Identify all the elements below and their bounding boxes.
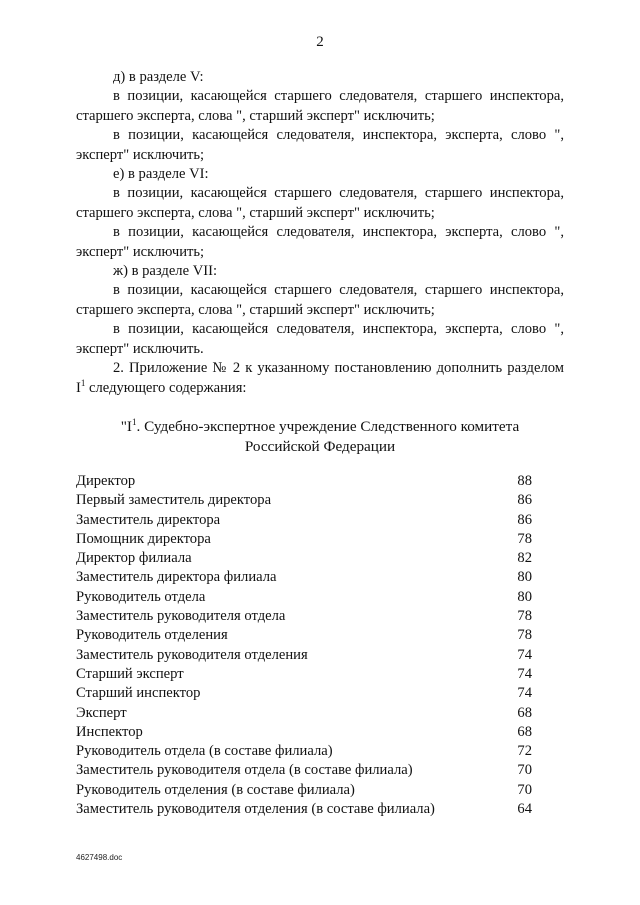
- position-value: 78: [517, 627, 532, 644]
- table-row: [76, 761, 532, 780]
- section-heading-title: . Судебно-экспертное учреждение Следственного комитета: [136, 418, 520, 435]
- table-row: [76, 511, 532, 530]
- position-title: Руководитель отдела (в составе филиала): [76, 743, 333, 760]
- position-value: 80: [517, 569, 532, 586]
- table-row: [76, 491, 532, 510]
- position-title: Первый заместитель директора: [76, 492, 272, 509]
- amendment-superscript: 1: [80, 377, 86, 388]
- amendment-paragraph: [76, 359, 564, 398]
- table-row: [76, 588, 532, 607]
- position-title: Руководитель отдела: [76, 588, 206, 605]
- position-value: 82: [517, 550, 532, 567]
- table-row: [76, 568, 532, 587]
- position-value: 68: [517, 723, 532, 740]
- position-value: 64: [517, 801, 532, 818]
- amendment-text-before: 2. Приложение № 2 к указанному постановлению дополнить разделом I: [76, 360, 564, 396]
- position-title: Заместитель директора филиала: [76, 569, 277, 586]
- position-title: Заместитель директора: [76, 511, 221, 528]
- table-row: [76, 626, 532, 645]
- document-footer: 4627498.doc: [76, 853, 123, 862]
- position-value: 80: [517, 588, 532, 605]
- position-title: Заместитель руководителя отдела (в составе филиала): [76, 762, 413, 779]
- table-row: [76, 665, 532, 684]
- position-title: Директор: [76, 473, 136, 489]
- table-row: [76, 742, 532, 761]
- table-row: [76, 549, 532, 568]
- position-title: Руководитель отделения (в составе филиала): [76, 781, 355, 798]
- position-value: 86: [517, 492, 532, 509]
- table-row: [76, 472, 532, 491]
- table-row: [76, 704, 532, 723]
- paragraph: в позиции, касающейся старшего следователя, старшего инспектора, старшего эксперта, слова ", старший эксперт" исключить;: [76, 88, 564, 124]
- paragraph: в позиции, касающейся следователя, инспектора, эксперта, слово ", эксперт" исключить;: [76, 127, 564, 163]
- position-title: Заместитель руководителя отделения: [76, 646, 308, 663]
- position-value: 68: [517, 704, 532, 721]
- position-value: 86: [517, 511, 532, 528]
- paragraph: в позиции, касающейся следователя, инспектора, эксперта, слово ", эксперт" исключить;: [76, 224, 564, 260]
- table-row: [76, 723, 532, 742]
- position-value: 74: [517, 685, 532, 702]
- paragraph: е) в разделе VI:: [113, 166, 209, 183]
- position-value: 78: [517, 608, 532, 625]
- amendment-text: [76, 68, 564, 398]
- position-title: Директор филиала: [76, 550, 192, 567]
- position-value: 74: [517, 665, 532, 682]
- positions-table: [76, 472, 532, 819]
- position-title: Старший эксперт: [76, 665, 184, 682]
- table-row: [76, 800, 532, 819]
- position-title: Руководитель отделения: [76, 627, 228, 644]
- position-value: 74: [517, 646, 532, 663]
- position-title: Инспектор: [76, 723, 143, 740]
- paragraph: в позиции, касающейся старшего следователя, старшего инспектора, старшего эксперта, слова ", старший эксперт" исключить;: [76, 282, 564, 318]
- position-value: 70: [517, 781, 532, 798]
- table-row: [76, 530, 532, 549]
- position-title: Старший инспектор: [76, 685, 201, 702]
- section-heading-prefix: "I: [120, 418, 132, 435]
- paragraph: д) в разделе V:: [113, 69, 204, 85]
- section-heading-line-2: Российской Федерации: [244, 438, 396, 455]
- table-row: [76, 646, 532, 665]
- paragraph: в позиции, касающейся старшего следователя, старшего инспектора, старшего эксперта, слова ", старший эксперт" исключить;: [76, 185, 564, 221]
- paragraph: ж) в разделе VII:: [113, 263, 218, 280]
- position-title: Помощник директора: [76, 530, 211, 547]
- position-title: Заместитель руководителя отдела: [76, 608, 286, 625]
- section-heading: [76, 417, 564, 457]
- paragraph: в позиции, касающейся следователя, инспектора, эксперта, слово ", эксперт" исключить.: [76, 321, 564, 357]
- position-value: 72: [517, 743, 532, 760]
- table-row: [76, 607, 532, 626]
- position-title: Эксперт: [76, 704, 127, 721]
- table-row: [76, 781, 532, 800]
- section-heading-line-1: [76, 417, 564, 437]
- position-value: 88: [517, 473, 532, 489]
- position-value: 70: [517, 762, 532, 779]
- amendment-text-after: следующего содержания:: [85, 379, 247, 396]
- position-title: Заместитель руководителя отделения (в составе филиала): [76, 801, 435, 818]
- page-number: 2: [316, 34, 324, 50]
- position-value: 78: [517, 530, 532, 547]
- table-row: [76, 684, 532, 703]
- section-heading-superscript: 1: [132, 416, 137, 427]
